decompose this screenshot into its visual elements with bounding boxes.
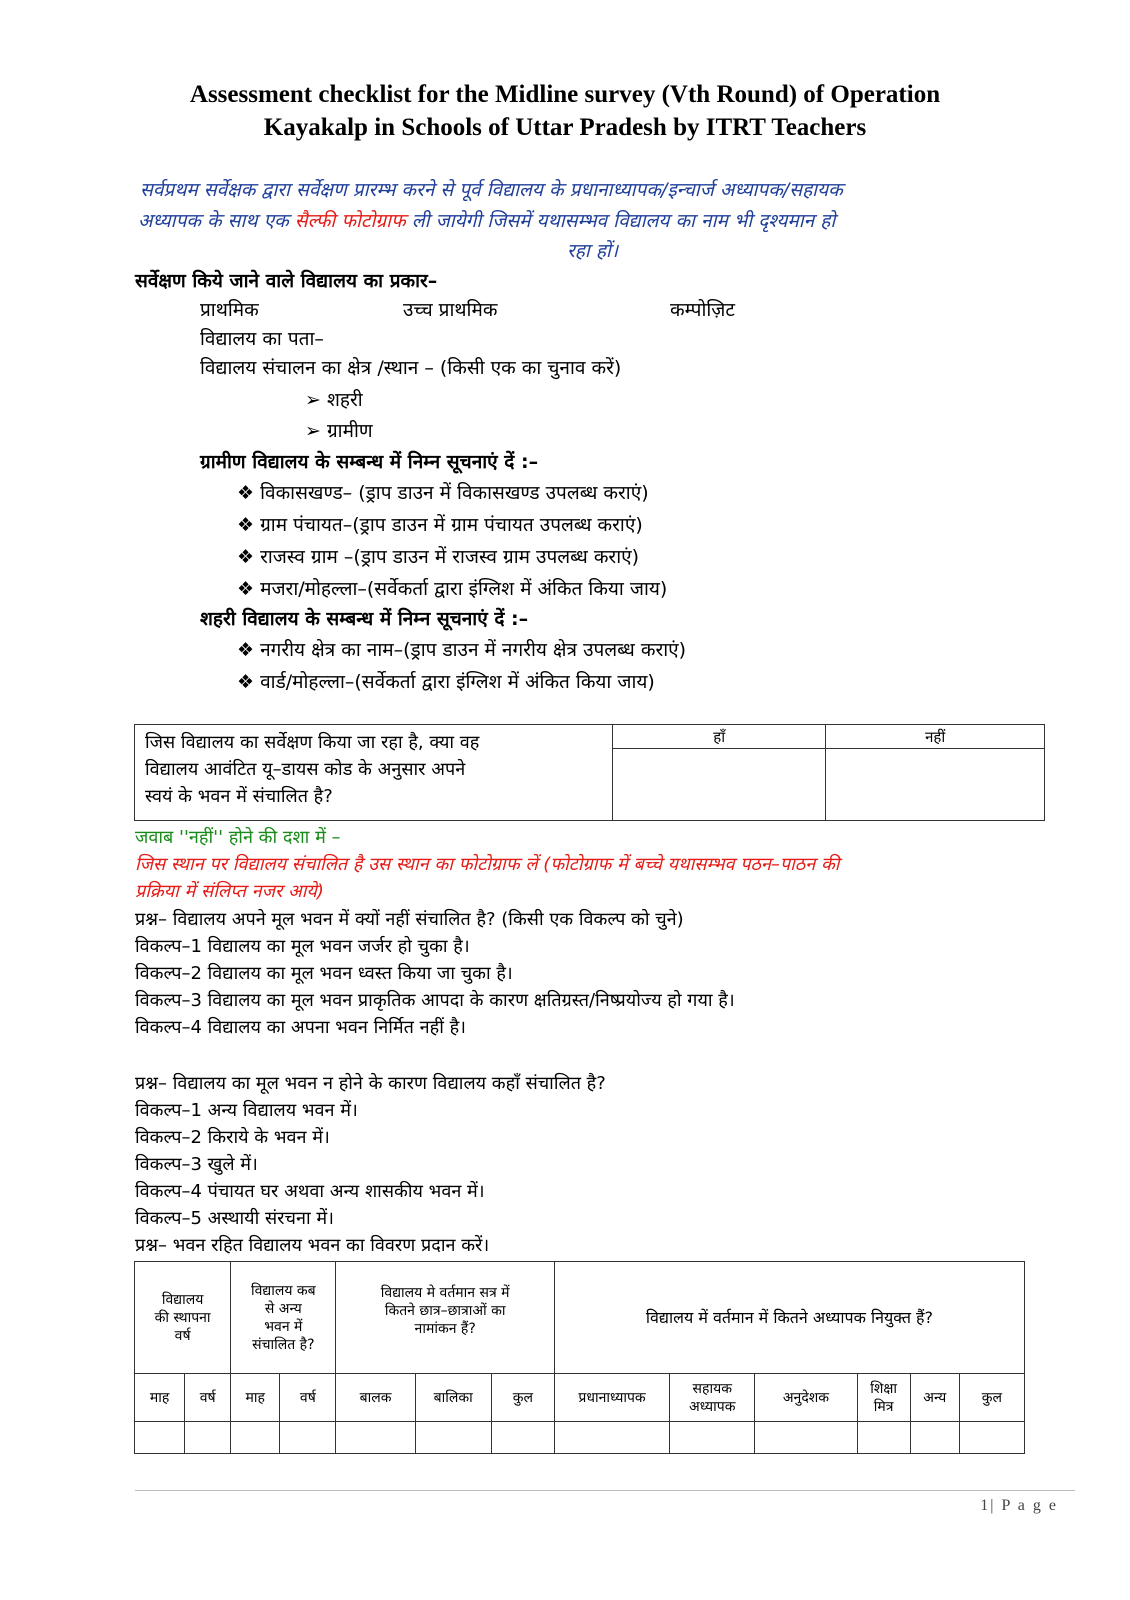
sub-instructor: अनुदेशक <box>755 1374 857 1422</box>
selfie-photo-highlight: सैल्फी फोटोग्राफ <box>294 210 406 232</box>
sub-line: सहायक <box>692 1380 732 1397</box>
urban-heading: शहरी विद्यालय के सम्बन्ध में निम्न सूचनाएं दें :– <box>200 608 529 630</box>
header-line: विद्यालय <box>161 1291 204 1308</box>
header-line: वर्ष <box>174 1327 191 1344</box>
doc-title-line-1: Assessment checklist for the Midline survey (Vth Round) of Operation <box>189 81 941 108</box>
input-cell[interactable] <box>670 1422 755 1454</box>
intro-line-1: सर्वप्रथम सर्वेक्षक द्वारा सर्वेक्षण प्रारम्भ करने से पूर्व विद्यालय के प्रधानाध्यापक/इन्चार्ज अध्यापक/सहायक <box>140 179 843 201</box>
option-composite[interactable]: कम्पोज़िट <box>670 299 735 321</box>
header-teachers: विद्यालय में वर्तमान में कितने अध्यापक नियुक्त हैं? <box>554 1262 1024 1374</box>
page-label: | P a g e <box>990 1497 1058 1514</box>
own-building-question-line: स्वयं के भवन में संचालित है? <box>145 786 333 807</box>
intro-line-2-a: अध्यापक के साथ एक <box>138 210 295 232</box>
input-cell[interactable] <box>857 1422 910 1454</box>
urban-item <box>237 668 655 694</box>
why-option-1[interactable]: विकल्प–1 विद्यालय का मूल भवन जर्जर हो चुका है। <box>135 936 470 957</box>
diamond-bullet-icon: ❖ <box>237 671 255 693</box>
rural-revenue-village-field[interactable]: राजस्व ग्राम –(ड्राप डाउन में राजस्व ग्राम उपलब्ध कराएं) <box>260 546 640 568</box>
urban-item <box>237 636 686 662</box>
details-table <box>134 1261 1025 1454</box>
school-type-heading: सर्वेक्षण किये जाने वाले विद्यालय का प्रकार– <box>135 270 438 292</box>
input-cell[interactable] <box>910 1422 959 1454</box>
header-enrolment <box>336 1262 554 1374</box>
why-option-4[interactable]: विकल्प–4 विद्यालय का अपना भवन निर्मित नहीं है। <box>135 1017 466 1038</box>
header-line: भवन में <box>264 1318 303 1335</box>
sub-month: माह <box>135 1374 185 1422</box>
where-option-3[interactable]: विकल्प–3 खुले में। <box>135 1154 258 1175</box>
rural-item <box>237 543 639 569</box>
diamond-bullet-icon: ❖ <box>237 546 255 568</box>
header-line: नामांकन हैं? <box>414 1321 476 1337</box>
own-building-question-line: जिस विद्यालय का सर्वेक्षण किया जा रहा है, क्या वह <box>145 732 480 753</box>
yes-cell[interactable] <box>612 749 825 821</box>
input-cell[interactable] <box>755 1422 857 1454</box>
option-upper-primary[interactable]: उच्च प्राथमिक <box>403 299 498 321</box>
option-urban-label: शहरी <box>326 389 363 411</box>
sub-line: अध्यापक <box>689 1398 736 1415</box>
rural-hamlet-field[interactable]: मजरा/मोहल्ला–(सर्वेकर्ता द्वारा इंग्लिश में अंकित किया जाय) <box>260 578 668 600</box>
header-line: संचालित है? <box>252 1336 315 1353</box>
rural-item <box>237 575 667 601</box>
input-cell[interactable] <box>185 1422 231 1454</box>
sub-assistant-teacher <box>670 1374 755 1422</box>
where-option-4[interactable]: विकल्प–4 पंचायत घर अथवा अन्य शासकीय भवन में। <box>135 1181 485 1202</box>
school-address-label: विद्यालय का पता– <box>200 328 324 350</box>
intro-line-2 <box>138 207 835 233</box>
sub-shiksha-mitra <box>857 1374 910 1422</box>
header-established-year <box>135 1262 231 1374</box>
sub-year: वर्ष <box>185 1374 231 1422</box>
own-building-question-line: विद्यालय आवंटित यू–डायस कोड के अनुसार अपने <box>145 759 466 780</box>
diamond-bullet-icon: ❖ <box>237 578 255 600</box>
input-cell[interactable] <box>415 1422 491 1454</box>
input-cell[interactable] <box>491 1422 554 1454</box>
area-label: विद्यालय संचालन का क्षेत्र /स्थान – (किसी एक का चुनाव करें) <box>200 357 622 379</box>
why-option-3[interactable]: विकल्प–3 विद्यालय का मूल भवन प्राकृतिक आपदा के कारण क्षतिग्रस्त/निष्प्रयोज्य हो गया है। <box>135 990 735 1011</box>
sub-boys: बालक <box>336 1374 415 1422</box>
header-since-when <box>231 1262 336 1374</box>
input-cell[interactable] <box>280 1422 336 1454</box>
sub-total: कुल <box>959 1374 1024 1422</box>
no-case-heading: जवाब ''नहीं'' होने की दशा में – <box>135 827 341 848</box>
sub-total: कुल <box>491 1374 554 1422</box>
urban-ward-field[interactable]: वार्ड/मोहल्ला–(सर्वेकर्ता द्वारा इंग्लिश में अंकित किया जाय) <box>260 671 655 693</box>
option-primary[interactable]: प्राथमिक <box>200 299 259 321</box>
no-case-instruction-1: जिस स्थान पर विद्यालय संचालित है उस स्थान का फोटोग्राफ लें (फोटोग्राफ में बच्चे यथासम्भव पठन–पाठन की <box>135 854 840 875</box>
where-option-2[interactable]: विकल्प–2 किराये के भवन में। <box>135 1127 330 1148</box>
footer-divider <box>135 1490 1075 1491</box>
option-rural-label: ग्रामीण <box>326 420 373 442</box>
rural-panchayat-field[interactable]: ग्राम पंचायत–(ड्राप डाउन में ग्राम पंचायत उपलब्ध कराएं) <box>260 514 643 536</box>
header-line: से अन्य <box>264 1300 302 1317</box>
where-option-5[interactable]: विकल्प–5 अस्थायी संरचना में। <box>135 1208 334 1229</box>
option-rural[interactable] <box>305 417 373 443</box>
rural-item <box>237 479 649 505</box>
intro-line-3: रहा हों। <box>567 240 619 262</box>
own-building-table <box>134 724 1045 821</box>
no-cell[interactable] <box>826 749 1045 821</box>
why-question: प्रश्न– विद्यालय अपने मूल भवन में क्यों नहीं संचालित है? (किसी एक विकल्प को चुने) <box>135 909 684 930</box>
sub-year: वर्ष <box>280 1374 336 1422</box>
doc-title-line-2: Kayakalp in Schools of Uttar Pradesh by ITRT Teachers <box>263 114 867 141</box>
input-cell[interactable] <box>959 1422 1024 1454</box>
diamond-bullet-icon: ❖ <box>237 482 255 504</box>
page-number: 1 <box>980 1497 991 1514</box>
option-urban[interactable] <box>305 386 363 412</box>
sub-month: माह <box>231 1374 280 1422</box>
sub-headmaster: प्रधानाध्यापक <box>554 1374 669 1422</box>
urban-area-field[interactable]: नगरीय क्षेत्र का नाम–(ड्राप डाउन में नगरीय क्षेत्र उपलब्ध कराएं) <box>260 639 687 661</box>
no-case-instruction-2: प्रक्रिया में संलिप्त नजर आये) <box>135 881 324 902</box>
sub-girls: बालिका <box>415 1374 491 1422</box>
page-footer <box>980 1497 1058 1515</box>
sub-line: शिक्षा <box>870 1380 898 1397</box>
input-cell[interactable] <box>336 1422 415 1454</box>
no-header: नहीं <box>826 725 1045 749</box>
rural-heading: ग्रामीण विद्यालय के सम्बन्ध में निम्न सूचनाएं दें :– <box>200 451 539 473</box>
where-question: प्रश्न– विद्यालय का मूल भवन न होने के कारण विद्यालय कहाँ संचालित है? <box>135 1073 606 1094</box>
intro-line-2-b: ली जायेगी जिसमें यथासम्भव विद्यालय का नाम भी दृश्यमान हो <box>405 210 836 232</box>
header-line: विद्यालय कब <box>250 1282 316 1299</box>
arrow-bullet-icon: ➢ <box>305 389 321 411</box>
diamond-bullet-icon: ❖ <box>237 514 255 536</box>
yes-header: हाँ <box>612 725 825 749</box>
input-cell[interactable] <box>554 1422 669 1454</box>
header-line: कितने छात्र–छात्राओं का <box>384 1303 506 1319</box>
header-line: विद्यालय मे वर्तमान सत्र में <box>380 1285 510 1301</box>
input-cell[interactable] <box>231 1422 280 1454</box>
sub-other: अन्य <box>910 1374 959 1422</box>
header-line: की स्थापना <box>154 1309 211 1326</box>
rural-block-field[interactable]: विकासखण्ड– (ड्राप डाउन में विकासखण्ड उपलब्ध कराएं) <box>260 482 649 504</box>
sub-line: मित्र <box>873 1398 894 1415</box>
why-option-2[interactable]: विकल्प–2 विद्यालय का मूल भवन ध्वस्त किया जा चुका है। <box>135 963 513 984</box>
own-building-question <box>135 725 613 821</box>
where-option-1[interactable]: विकल्प–1 अन्य विद्यालय भवन में। <box>135 1100 358 1121</box>
details-question: प्रश्न– भवन रहित विद्यालय भवन का विवरण प्रदान करें। <box>135 1235 490 1256</box>
input-cell[interactable] <box>135 1422 185 1454</box>
arrow-bullet-icon: ➢ <box>305 420 321 442</box>
rural-item <box>237 511 643 537</box>
diamond-bullet-icon: ❖ <box>237 639 255 661</box>
